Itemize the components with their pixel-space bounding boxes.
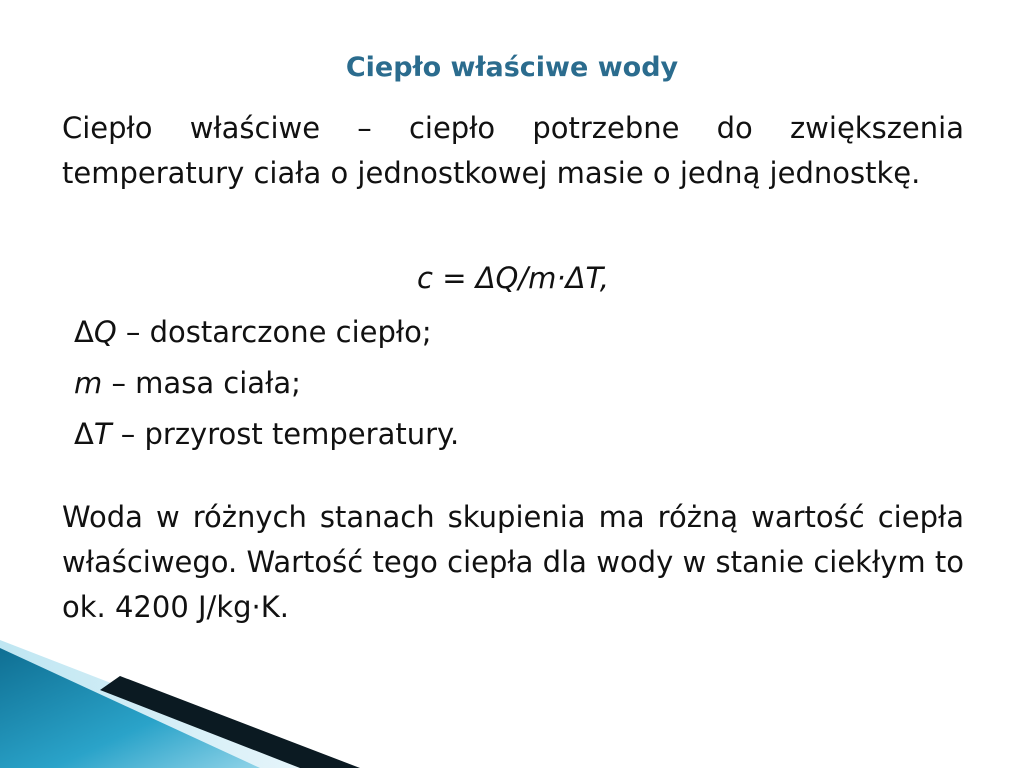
delta-symbol: Δ [74, 315, 94, 349]
slide-title: Ciepło właściwe wody [345, 52, 679, 83]
legend-item-delta-t [74, 409, 964, 460]
definition-term: Ciepło właściwe [62, 111, 321, 145]
definition-paragraph [62, 106, 964, 196]
definition-text: – ciepło potrzebne do zwiększenia temperatury ciała o jednostkowej masie o jedną jednostkę. [62, 111, 964, 190]
decor-teal-wedge [0, 648, 260, 768]
slide-content [62, 106, 964, 630]
legend-item-delta-q [74, 307, 964, 358]
legend-symbol: m [74, 366, 103, 400]
legend-text: – przyrost temperatury. [111, 417, 460, 451]
delta-symbol: Δ [74, 417, 94, 451]
legend-symbol: T [93, 417, 112, 451]
legend-text: – dostarczone ciepło; [116, 315, 432, 349]
formula-legend [62, 307, 964, 460]
water-paragraph: Woda w różnych stanach skupienia ma różną wartość ciepła właściwego. Wartość tego ciepła dla wody w stanie ciekłym to ok. 4200 J/kg·K. [62, 500, 964, 624]
legend-item-m [74, 358, 964, 409]
legend-text: – masa ciała; [102, 366, 301, 400]
legend-symbol: Q [93, 315, 117, 349]
formula: c = ΔQ/m·ΔT, [417, 261, 609, 295]
